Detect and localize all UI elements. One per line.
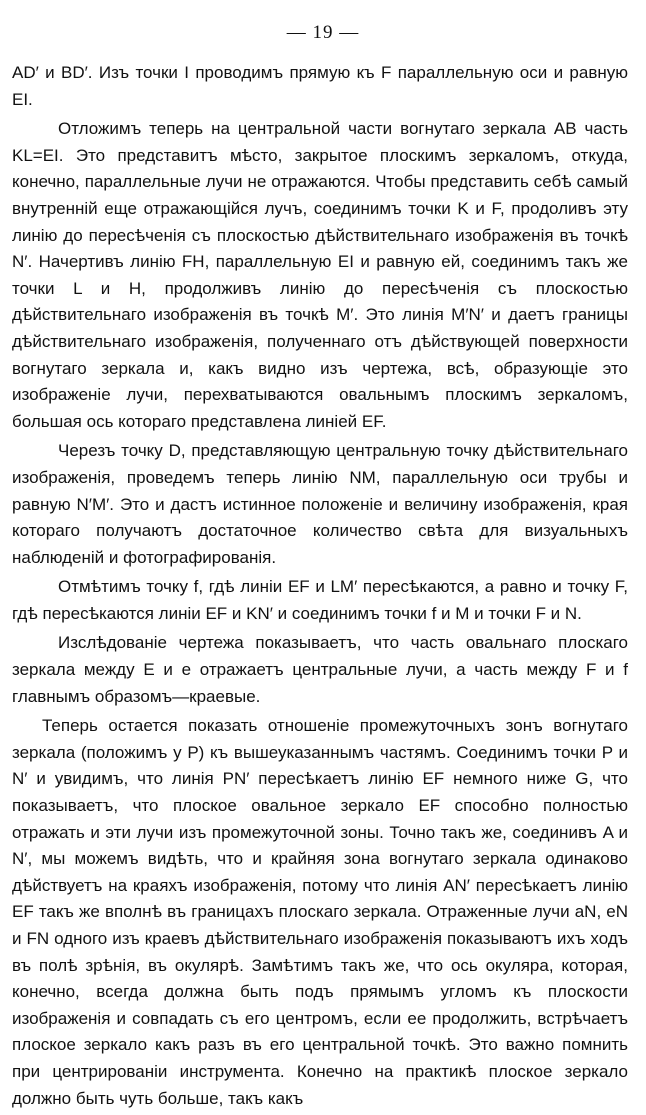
paragraph-5: Изслѣдованіе чертежа показываетъ, что часть овальнаго плоскаго зеркала между E и e отражаетъ центральные лучи, а часть между F и f главнымъ образомъ—краевые. <box>12 633 628 706</box>
page-number: — 19 — <box>286 22 360 43</box>
paragraph-1: AD′ и BD′. Изъ точки I проводимъ прямую къ F параллельную оси и равную EI. <box>12 63 628 109</box>
paragraph-2: Отложимъ теперь на центральной части вогнутаго зеркала AB часть KL=EI. Это представитъ мѣсто, закрытое плоскимъ зеркаломъ, откуда, конечно, параллельные лучи не отражаются. Чтобы представить себѣ самый внутренній еще отражающійся лучъ, соединимъ точки K и F, продоливъ эту линію до пересѣченія съ плоскостью дѣйствительнаго изображенія въ точкѣ N′. Начертивъ линію FH, параллельную EI и равную ей, соединимъ такъ же точки L и H, продолживъ линію до пересѣченія съ плоскостью дѣйствительнаго изображенія въ точкѣ M′. Это линія M′N′ и даетъ границы дѣйствительнаго изображенія, полученнаго отъ дѣйствующей поверхности вогнутаго зеркала и, какъ видно изъ чертежа, всѣ, образующіе это изображеніе лучи, перехватываются овальнымъ плоскимъ зеркаломъ, большая ось котораго представлена линіей EF. <box>12 119 628 431</box>
paragraph-4: Отмѣтимъ точку f, гдѣ линіи EF и LM′ пересѣкаются, а равно и точку F, гдѣ пересѣкаются линіи EF и KN′ и соединимъ точки f и M и точки F и N. <box>12 577 628 623</box>
paragraph-3: Черезъ точку D, представляющую центральную точку дѣйствительнаго изображенія, проведемъ теперь линію NM, параллельную оси трубы и равную N′M′. Это и дастъ истинное положеніе и величину изображенія, края котораго получаютъ достаточное количество свѣта для визуальныхъ наблюденій и фотографированія. <box>12 441 628 567</box>
paragraph-6: Теперь остается показать отношеніе промежуточныхъ зонъ вогнутаго зеркала (положимъ у P) къ вышеуказаннымъ частямъ. Соединимъ точки P и N′ и увидимъ, что линія PN′ пересѣкаетъ линію EF немного ниже G, что показываетъ, что плоское овальное зеркало EF способно полностью отражать и эти лучи изъ промежуточной зоны. Точно такъ же, соединивъ A и N′, мы можемъ видѣть, что и крайняя зона вогнутаго зеркала одинаково дѣйствуетъ на краяхъ изображенія, потому что линія AN′ пересѣкаетъ линію EF такъ же вполнѣ въ границахъ плоскаго зеркала. Отраженные лучи aN, eN и FN одного изъ краевъ дѣйствительнаго изображенія показываютъ ихъ ходъ въ полѣ зрѣнія, въ окулярѣ. Замѣтимъ такъ же, что ось окуляра, которая, конечно, всегда должна быть подъ прямымъ угломъ къ плоскости изображенія и совпадать съ его центромъ, если ее продолжить, встрѣчаетъ плоское зеркало какъ разъ въ его центральной точкѣ. Это важно помнить при центрированіи инструмента. Конечно на практикѣ плоское зеркало должно быть чуть больше, такъ какъ <box>12 716 628 1108</box>
page-body <box>12 60 628 1115</box>
